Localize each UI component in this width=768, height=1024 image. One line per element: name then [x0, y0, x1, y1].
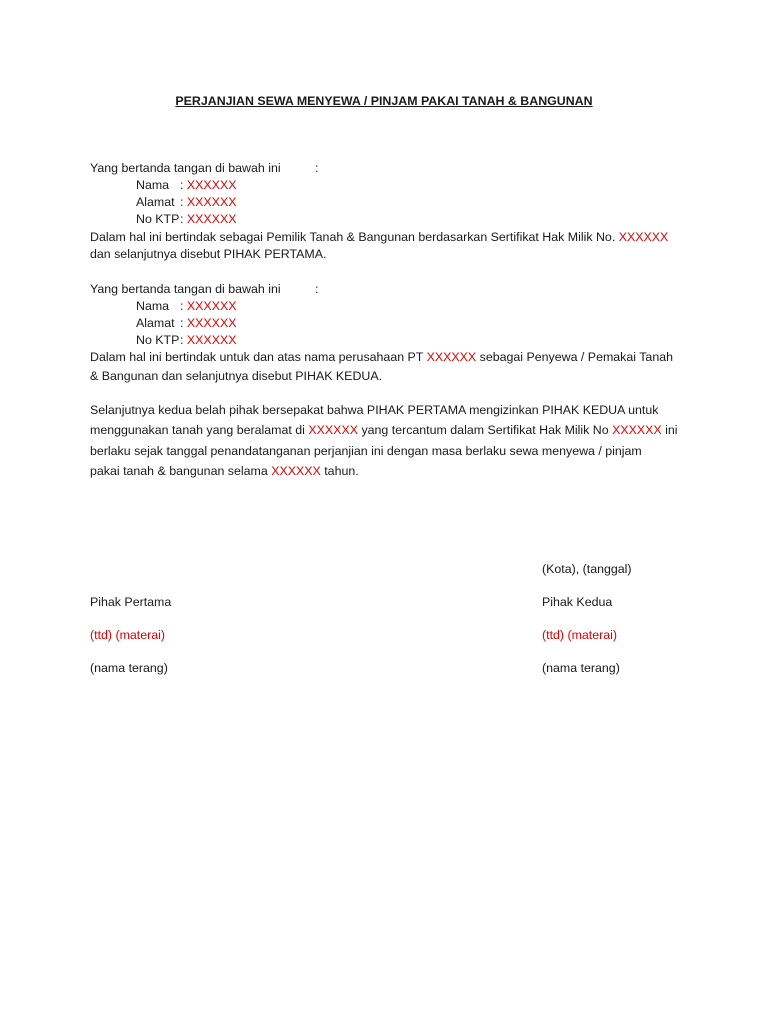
field-value: XXXXXX: [186, 299, 237, 313]
agreement-text: menggunakan tanah yang beralamat di: [90, 423, 305, 437]
right-signature-stamp: (ttd) (materai): [542, 628, 618, 642]
party2-intro: Yang bertanda tangan di bawah ini: [90, 282, 281, 296]
agreement-duration: XXXXXX: [271, 464, 321, 478]
right-full-name: (nama terang): [542, 661, 620, 675]
party2-intro-line: [90, 281, 281, 298]
party1-intro-colon: :: [315, 161, 319, 175]
field-value: XXXXXX: [186, 178, 237, 192]
document-title: PERJANJIAN SEWA MENYEWA / PINJAM PAKAI TANAH & BANGUNAN: [175, 94, 593, 108]
agreement-text: tahun.: [324, 464, 359, 478]
party2-desc-text-cont: sebagai Penyewa / Pemakai Tanah: [479, 350, 673, 364]
field-label: Alamat: [136, 316, 175, 330]
field-sep: :: [180, 299, 184, 313]
field-value: XXXXXX: [186, 333, 237, 347]
left-party-label: Pihak Pertama: [90, 595, 172, 609]
field-sep: :: [180, 333, 184, 347]
agreement-text: pakai tanah & bangunan selama: [90, 464, 268, 478]
party1-description-line1: [90, 229, 668, 246]
field-label: Nama: [136, 178, 170, 192]
place-date: (Kota), (tanggal): [542, 562, 632, 576]
field-value: XXXXXX: [186, 195, 237, 209]
field-label: Alamat: [136, 195, 175, 209]
field-sep: :: [180, 178, 184, 192]
field-sep: :: [180, 316, 184, 330]
field-label: No KTP: [136, 212, 180, 226]
party2-intro-colon: :: [315, 282, 319, 296]
field-sep: :: [180, 212, 184, 226]
agreement-address: XXXXXX: [308, 423, 358, 437]
field-label: Nama: [136, 299, 170, 313]
party2-description-line1: [90, 349, 673, 366]
party1-intro: Yang bertanda tangan di bawah ini: [90, 161, 281, 175]
left-signature-stamp: (ttd) (materai): [90, 628, 166, 642]
party1-intro-line: [90, 160, 281, 177]
party1-field-alamat: [136, 194, 237, 211]
field-sep: :: [180, 195, 184, 209]
agreement-line4: [90, 463, 359, 480]
party2-company-name: XXXXXX: [426, 350, 477, 364]
right-party-label: Pihak Kedua: [542, 595, 613, 609]
left-full-name: (nama terang): [90, 661, 168, 675]
agreement-line2: [90, 422, 678, 439]
agreement-line1: Selanjutnya kedua belah pihak bersepakat bahwa PIHAK PERTAMA mengizinkan PIHAK KEDUA untuk: [90, 403, 659, 417]
agreement-text: ini: [665, 423, 678, 437]
party1-field-noktp: [136, 211, 237, 228]
field-value: XXXXXX: [186, 212, 237, 226]
party1-description-line2: dan selanjutnya disebut PIHAK PERTAMA.: [90, 247, 327, 261]
party1-certificate-number: XXXXXX: [618, 230, 669, 244]
field-value: XXXXXX: [186, 316, 237, 330]
party2-description-line2: & Bangunan dan selanjutnya disebut PIHAK KEDUA.: [90, 369, 383, 383]
party2-field-noktp: [136, 332, 237, 349]
agreement-certificate-number: XXXXXX: [612, 423, 662, 437]
party1-field-nama: [136, 177, 237, 194]
party1-desc-text: Dalam hal ini bertindak sebagai Pemilik Tanah & Bangunan berdasarkan Sertifikat Hak Milik No.: [90, 230, 616, 244]
party2-field-alamat: [136, 315, 237, 332]
party2-desc-text: Dalam hal ini bertindak untuk dan atas nama perusahaan PT: [90, 350, 424, 364]
agreement-text: yang tercantum dalam Sertifikat Hak Milik No: [361, 423, 609, 437]
agreement-line3: berlaku sejak tanggal penandatanganan perjanjian ini dengan masa berlaku sewa menyewa / pinjam: [90, 444, 642, 458]
party2-field-nama: [136, 298, 237, 315]
field-label: No KTP: [136, 333, 180, 347]
